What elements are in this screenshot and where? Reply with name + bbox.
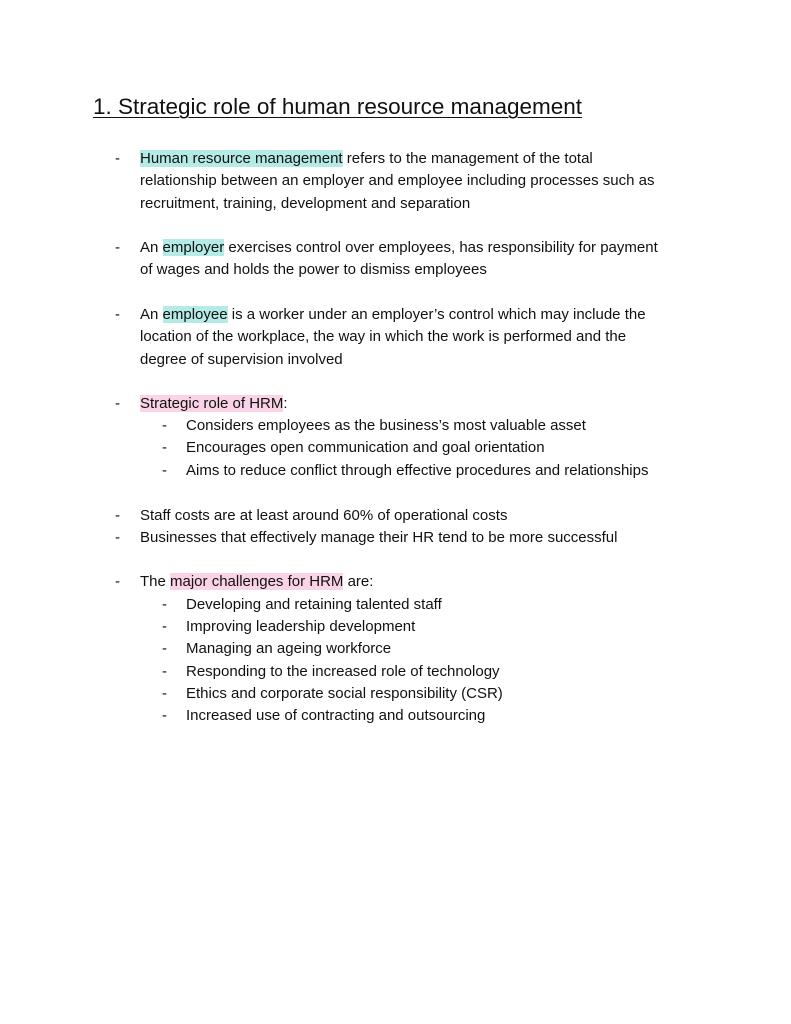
sub-bullet-dash: - — [162, 417, 167, 434]
bullet-line: Businesses that effectively manage their HR tend to be more successful — [140, 529, 618, 546]
page-title: 1. Strategic role of human resource management — [93, 94, 583, 119]
sub-bullet-dash: - — [162, 618, 167, 635]
sub-bullet-text: Increased use of contracting and outsourcing — [186, 707, 486, 724]
sub-bullet-text: Developing and retaining talented staff — [186, 596, 442, 613]
sub-bullet-text: Responding to the increased role of technology — [186, 663, 500, 680]
bullet-text — [140, 505, 700, 527]
bullet-dash: - — [115, 507, 120, 524]
bullet-line: degree of supervision involved — [140, 350, 343, 368]
bullet-line-rest: : — [283, 395, 288, 412]
bullet-line-pre: The — [140, 573, 171, 590]
bullet-dash: - — [115, 306, 120, 323]
bullet-dash: - — [115, 239, 120, 256]
sub-bullet-text: Ethics and corporate social responsibility (CSR) — [186, 685, 503, 702]
bullet-line-rest: exercises control over employees, has responsibility for payment — [224, 239, 658, 256]
bullet-line-pre: An — [140, 239, 163, 256]
sub-bullet-dash: - — [162, 439, 167, 456]
highlight-term: employer — [162, 239, 225, 256]
sub-bullet-dash: - — [162, 640, 167, 657]
bullet-text — [140, 571, 700, 593]
bullet-text — [140, 237, 700, 282]
bullet-line: of wages and holds the power to dismiss employees — [140, 261, 487, 279]
highlight-term: major challenges for HRM — [170, 573, 344, 590]
sub-bullet-dash: - — [162, 685, 167, 702]
sub-bullet-dash: - — [162, 707, 167, 724]
bullet-dash: - — [115, 150, 120, 167]
sub-bullet-text: Encourages open communication and goal orientation — [186, 439, 545, 456]
bullet-dash: - — [115, 573, 120, 590]
bullet-text — [140, 527, 700, 549]
bullet-line-rest: is a worker under an employer’s control which may include the — [227, 306, 646, 323]
bullet-line — [140, 393, 700, 415]
bullet-line: relationship between an employer and employee including processes such as — [140, 172, 655, 190]
bullet-text — [140, 393, 700, 415]
bullet-line — [140, 237, 700, 259]
sub-bullet-dash: - — [162, 596, 167, 613]
bullet-line-pre: An — [140, 306, 163, 323]
sub-bullet-text: Considers employees as the business’s most valuable asset — [186, 417, 586, 434]
bullet-line-rest: refers to the management of the total — [342, 150, 593, 167]
highlight-term: employee — [162, 306, 228, 323]
bullet-line: Staff costs are at least around 60% of operational costs — [140, 507, 508, 524]
bullet-text — [140, 148, 700, 215]
bullet-text — [140, 304, 700, 371]
bullet-line-rest: are: — [343, 573, 374, 590]
highlight-term: Human resource management — [140, 150, 343, 167]
bullet-line — [140, 148, 700, 170]
bullet-dash: - — [115, 395, 120, 412]
highlight-term: Strategic role of HRM — [140, 395, 284, 412]
sub-bullet-text: Managing an ageing workforce — [186, 640, 392, 657]
sub-bullet-dash: - — [162, 663, 167, 680]
bullet-line: recruitment, training, development and separation — [140, 194, 471, 212]
bullet-line — [140, 304, 700, 326]
bullet-dash: - — [115, 529, 120, 546]
sub-bullet-text: Aims to reduce conflict through effective procedures and relationships — [186, 462, 649, 479]
bullet-line — [140, 571, 700, 593]
sub-bullet-dash: - — [162, 462, 167, 479]
bullet-line: location of the workplace, the way in which the work is performed and the — [140, 328, 627, 346]
sub-bullet-text: Improving leadership development — [186, 618, 416, 635]
